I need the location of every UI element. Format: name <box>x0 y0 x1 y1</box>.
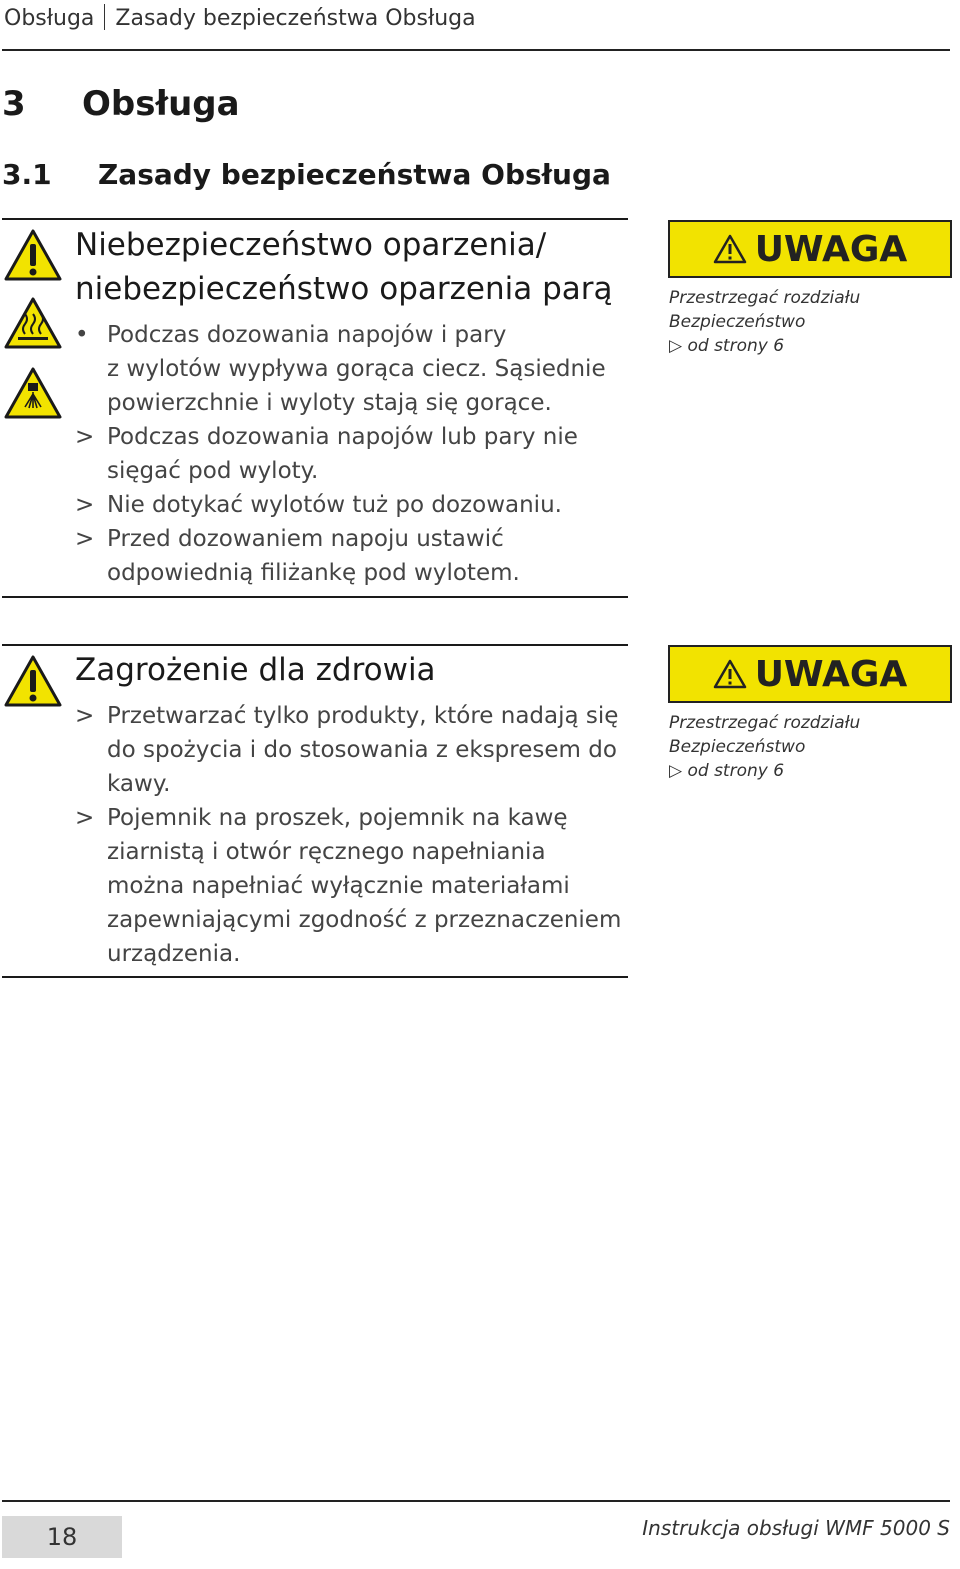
list-item-line: Nie dotykać wylotów tuż po dozowaniu. <box>107 492 562 518</box>
note-label: UWAGA <box>754 653 908 695</box>
list-item-line: zapewniającymi zgodność z przeznaczeniem <box>107 907 622 933</box>
list-item-line: urządzenia. <box>107 941 241 967</box>
list-item-line: ziarnistą i otwór ręcznego napełniania <box>107 839 546 865</box>
breadcrumb <box>4 4 476 31</box>
list-item-line: odpowiednią filiżankę pod wylotem. <box>107 560 520 586</box>
header-rule <box>2 49 950 51</box>
chapter-number: 3 <box>2 84 26 124</box>
note-title <box>670 647 950 701</box>
note-line: Przestrzegać rozdziału <box>669 288 861 308</box>
note-title <box>670 222 950 276</box>
action-marker: > <box>75 424 95 450</box>
breadcrumb-chapter: Obsługa <box>4 6 95 31</box>
action-marker: > <box>75 526 95 552</box>
note-label: UWAGA <box>754 228 908 270</box>
list-item-line: Przed dozowaniem napoju ustawić <box>107 526 504 552</box>
page-number: 18 <box>2 1516 122 1558</box>
list-item-line: Podczas dozowania napojów lub pary nie <box>107 424 578 450</box>
note-reference-link[interactable] <box>669 759 860 783</box>
list-item <box>75 522 635 590</box>
bullet-marker: • <box>75 322 89 348</box>
reference-arrow-icon: ▷ <box>669 336 683 356</box>
note-badge <box>668 645 952 703</box>
list-item-line: sięgać pod wyloty. <box>107 458 319 484</box>
warning-1-title-line: Niebezpieczeństwo oparzenia/ <box>75 227 547 263</box>
warning-triangle-icon <box>713 234 747 264</box>
breadcrumb-section: Zasady bezpieczeństwa Obsługa <box>115 6 476 31</box>
list-item-line: z wylotów wypływa gorąca ciecz. Sąsiednie <box>107 356 606 382</box>
list-item <box>75 801 635 971</box>
warning-triangle-icon <box>4 654 62 708</box>
warning-1-list <box>75 318 635 590</box>
note-line: Przestrzegać rozdziału <box>669 713 861 733</box>
chapter-title: Obsługa <box>82 84 240 124</box>
section-number: 3.1 <box>2 158 52 191</box>
note-reference-link[interactable] <box>669 334 860 358</box>
warning-1-title-line: niebezpieczeństwo oparzenia parą <box>75 271 613 307</box>
reference-arrow-icon: ▷ <box>669 761 683 781</box>
action-marker: > <box>75 492 95 518</box>
list-item <box>75 420 635 488</box>
action-marker: > <box>75 805 95 831</box>
note-badge <box>668 220 952 278</box>
action-marker: > <box>75 703 95 729</box>
section-title: Zasady bezpieczeństwa Obsługa <box>98 158 611 191</box>
warning-2-list <box>75 699 635 971</box>
note-line: Bezpieczeństwo <box>669 737 806 757</box>
warning-1-bottom-rule <box>2 596 628 598</box>
footer-rule <box>2 1500 950 1502</box>
list-item-line: do spożycia i do stosowania z ekspresem do <box>107 737 617 763</box>
note-text <box>669 711 860 783</box>
warning-1-top-rule <box>2 218 628 220</box>
warning-2-title: Zagrożenie dla zdrowia <box>75 652 436 688</box>
hot-surface-icon <box>4 296 62 350</box>
list-item <box>75 699 635 801</box>
list-item-line: Podczas dozowania napojów i pary <box>107 322 507 348</box>
hot-steam-icon <box>4 366 62 420</box>
list-item-line: kawy. <box>107 771 171 797</box>
list-item-line: Przetwarzać tylko produkty, które nadają się <box>107 703 619 729</box>
manual-title: Instrukcja obsługi WMF 5000 S <box>642 1516 950 1540</box>
note-text <box>669 286 860 358</box>
list-item <box>75 318 635 420</box>
breadcrumb-separator <box>104 4 105 30</box>
list-item-line: Pojemnik na proszek, pojemnik na kawę <box>107 805 568 831</box>
list-item-line: można napełniać wyłącznie materiałami <box>107 873 570 899</box>
warning-1-title <box>75 223 613 311</box>
note-line: Bezpieczeństwo <box>669 312 806 332</box>
warning-triangle-icon <box>713 659 747 689</box>
list-item <box>75 488 635 522</box>
warning-triangle-icon <box>4 228 62 282</box>
list-item-line: powierzchnie i wyloty stają się gorące. <box>107 390 552 416</box>
note-reference: od strony 6 <box>687 336 785 356</box>
note-reference: od strony 6 <box>687 761 785 781</box>
warning-2-top-rule <box>2 644 628 646</box>
warning-2-bottom-rule <box>2 976 628 978</box>
